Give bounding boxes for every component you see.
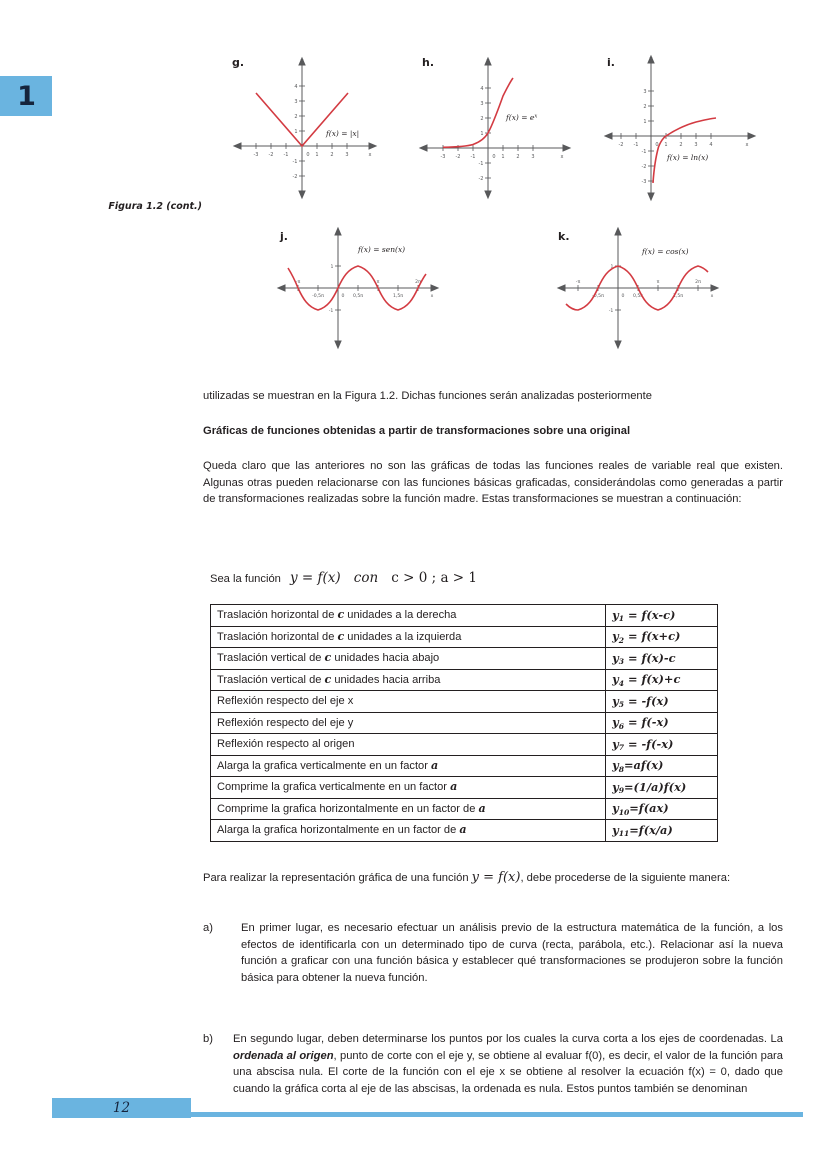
- svg-text:x: x: [368, 152, 372, 158]
- desc-text-2: unidades a la izquierda: [344, 630, 462, 643]
- graph-g-svg: [220, 48, 390, 203]
- para-math-expression: y = f(x): [471, 870, 521, 885]
- svg-text:-3: -3: [253, 152, 259, 158]
- footer-rule: [191, 1112, 803, 1117]
- formula-subscript: 11: [618, 829, 630, 839]
- table-cell-description: [211, 712, 606, 734]
- graph-i-svg: [595, 48, 780, 208]
- svg-text:-0,5π: -0,5π: [312, 294, 324, 299]
- formula-body: = f(x)-c: [623, 650, 676, 665]
- formula-y: y: [612, 715, 619, 730]
- paragraph-queda-claro: Queda claro que las anteriores no son las gráficas de todas las funciones reales de variable real que existen. Algunas otras pueden relacionarse con las funciones básicas graficadas, considerándolas como generadas a partir de transformaciones realizadas sobre la función madre. Estas transformaciones se muestran a continuación:: [203, 460, 783, 506]
- formula-subscript: 2: [618, 635, 624, 645]
- desc-text-1: Reflexión respecto del eje x: [217, 695, 354, 708]
- desc-variable: c: [324, 651, 332, 665]
- formula-y: y: [612, 650, 619, 665]
- formula-subscript: 6: [618, 721, 624, 731]
- desc-text-1: Traslación vertical de: [217, 673, 325, 686]
- transformations-table-body: [211, 605, 718, 842]
- formula-subscript: 4: [618, 678, 624, 688]
- desc-text-1: Alarga la grafica verticalmente en un factor: [217, 759, 431, 772]
- graph-j-letter: j.: [280, 230, 288, 243]
- svg-text:1: 1: [315, 152, 319, 158]
- svg-text:-3: -3: [641, 179, 647, 185]
- svg-text:4: 4: [480, 86, 484, 92]
- list-item: [203, 1031, 783, 1097]
- desc-text-2: unidades hacia abajo: [331, 652, 440, 665]
- desc-variable: c: [324, 672, 332, 686]
- formula-body: =af(x): [623, 758, 664, 773]
- svg-text:1,5π: 1,5π: [672, 294, 684, 299]
- desc-text-1: Traslación horizontal de: [217, 630, 338, 643]
- svg-text:-3: -3: [440, 154, 446, 160]
- desc-text-1: Comprime la grafica verticalmente en un factor: [217, 781, 451, 794]
- svg-text:y: y: [649, 56, 653, 62]
- svg-text:-1: -1: [328, 309, 334, 314]
- graph-j-svg: [270, 226, 460, 356]
- svg-text:-2: -2: [478, 176, 484, 182]
- formula-subscript: 7: [618, 743, 624, 753]
- table-cell-formula: [606, 798, 718, 820]
- graph-g-letter: g.: [232, 56, 245, 69]
- svg-text:-2: -2: [292, 174, 298, 180]
- formula-body: = f(x+c): [623, 629, 681, 644]
- svg-text:4: 4: [294, 84, 298, 90]
- formula-subscript: 3: [618, 657, 624, 667]
- table-row: [211, 777, 718, 799]
- svg-text:2π: 2π: [415, 280, 421, 285]
- desc-text-1: Traslación vertical de: [217, 652, 325, 665]
- svg-text:π: π: [656, 280, 660, 285]
- formula-y: y: [612, 672, 619, 687]
- graph-i-logarithm: [595, 48, 780, 203]
- table-cell-description: [211, 626, 606, 648]
- svg-text:2: 2: [480, 116, 484, 122]
- desc-variable: a: [459, 823, 467, 837]
- svg-text:x: x: [745, 142, 749, 148]
- graph-k-letter: k.: [558, 230, 570, 243]
- formula-body: = -f(-x): [623, 736, 674, 751]
- desc-variable: a: [478, 801, 486, 815]
- svg-text:1: 1: [480, 131, 484, 137]
- formula-y: y: [612, 607, 619, 622]
- table-row: [211, 712, 718, 734]
- page-number: 12: [112, 1100, 131, 1116]
- svg-text:1: 1: [330, 265, 334, 270]
- svg-text:3: 3: [480, 101, 484, 107]
- table-cell-formula: [606, 755, 718, 777]
- formula-y: y: [612, 629, 619, 644]
- svg-text:2π: 2π: [695, 280, 701, 285]
- svg-text:3: 3: [694, 142, 698, 148]
- table-row: [211, 691, 718, 713]
- table-cell-description: [211, 820, 606, 842]
- desc-text-1: Comprime la grafica horizontalmente en un factor de: [217, 802, 479, 815]
- svg-text:x: x: [710, 294, 714, 299]
- svg-text:3: 3: [643, 89, 647, 95]
- svg-text:-π: -π: [575, 280, 581, 285]
- list-item-a-text: En primer lugar, es necesario efectuar un análisis previo de la estructura matemática de la función, a los efectos de identificarla con un determinado tipo de curva (recta, parábola, etc.). Relacionar así la nueva función a graficar con una función básica y establecer qué transformaciones se produjeron sobre la función básica para obtener la nueva función.: [241, 922, 783, 984]
- table-cell-description: [211, 605, 606, 627]
- formula-body: =f(ax): [629, 801, 669, 816]
- desc-text-1: Traslación horizontal de: [217, 609, 338, 622]
- svg-text:2: 2: [516, 154, 520, 160]
- svg-text:3: 3: [294, 99, 298, 105]
- transformations-table: [210, 604, 718, 842]
- formula-body: =f(x/a): [629, 822, 673, 837]
- desc-variable: a: [430, 758, 439, 772]
- figure-1-2-graphs: [210, 48, 810, 378]
- figure-caption: Figura 1.2 (cont.): [108, 201, 202, 212]
- svg-text:y: y: [336, 230, 340, 235]
- formula-subscript: 5: [618, 700, 624, 710]
- formula-y: y: [612, 801, 619, 816]
- formula-subscript: 1: [618, 614, 624, 624]
- svg-text:1: 1: [664, 142, 668, 148]
- svg-text:2: 2: [330, 152, 334, 158]
- formula-body: = f(x-c): [623, 607, 676, 622]
- svg-text:π: π: [376, 280, 380, 285]
- graph-h-letter: h.: [422, 56, 435, 69]
- table-cell-description: [211, 691, 606, 713]
- list-item-b-emphasis: ordenada al origen: [233, 1049, 334, 1062]
- list-item-b-text: [233, 1031, 783, 1097]
- table-row: [211, 798, 718, 820]
- formula-subscript: 10: [618, 807, 630, 817]
- svg-text:y: y: [300, 58, 304, 64]
- svg-text:y: y: [486, 58, 490, 64]
- svg-text:-1: -1: [608, 309, 614, 314]
- graph-h-svg: [410, 48, 585, 203]
- formula-subscript: 8: [618, 764, 624, 774]
- svg-text:1: 1: [501, 154, 505, 160]
- svg-text:0: 0: [306, 152, 310, 158]
- list-item-b-text-1: En segundo lugar, deben determinarse los puntos por los cuales la curva corta a los ejes de coordenadas. La: [233, 1033, 783, 1045]
- graph-g-absolute-value: [220, 48, 390, 203]
- svg-text:-2: -2: [641, 164, 647, 170]
- desc-text-2: unidades a la derecha: [344, 609, 457, 622]
- svg-text:0: 0: [492, 154, 496, 160]
- table-cell-description: [211, 755, 606, 777]
- table-cell-formula: [606, 820, 718, 842]
- graph-k-cosine: [550, 226, 740, 351]
- svg-text:0: 0: [655, 142, 659, 148]
- list-marker-a: a): [203, 922, 213, 934]
- table-cell-description: [211, 648, 606, 670]
- table-cell-formula: [606, 669, 718, 691]
- sea-function-expression: y = f(x): [290, 570, 341, 586]
- paragraph-intro: utilizadas se muestran en la Figura 1.2. Dichas funciones serán analizadas posteriormente: [203, 390, 652, 402]
- desc-variable: a: [450, 780, 458, 794]
- graph-j-sine: [270, 226, 460, 351]
- svg-text:3: 3: [531, 154, 535, 160]
- formula-y: y: [612, 779, 619, 794]
- svg-text:4: 4: [709, 142, 713, 148]
- sea-la-funcion-line: [210, 570, 477, 586]
- svg-text:-π: -π: [295, 280, 301, 285]
- desc-text-1: Alarga la grafica horizontalmente en un factor de: [217, 824, 460, 837]
- svg-text:-1: -1: [633, 142, 639, 148]
- svg-text:1,5π: 1,5π: [392, 294, 404, 299]
- formula-body: = f(x)+c: [623, 672, 681, 687]
- list-item-b-text-2: , punto de corte con el eje y, se obtiene al evaluar f(0), es decir, el valor de la función para una abscisa nula. El corte de la función con el eje x se obtiene al resolver la ecuación f(x) = 0, dado que cuando la gráfica corta al eje de las abscisas, la ordenada es nula. Estos puntos también se denominan: [233, 1049, 783, 1095]
- svg-text:y: y: [616, 230, 620, 235]
- table-row: [211, 755, 718, 777]
- graph-i-equation: f(x) = ln(x): [667, 153, 709, 162]
- table-row: [211, 734, 718, 756]
- svg-text:0,5π: 0,5π: [632, 294, 644, 299]
- section-heading: Gráficas de funciones obtenidas a partir de transformaciones sobre una original: [203, 425, 631, 437]
- table-cell-formula: [606, 734, 718, 756]
- table-cell-description: [211, 669, 606, 691]
- svg-text:0: 0: [621, 294, 625, 299]
- formula-body: = f(-x): [623, 715, 669, 730]
- svg-text:-1: -1: [283, 152, 289, 158]
- svg-text:2: 2: [294, 114, 298, 120]
- graph-k-svg: [550, 226, 740, 356]
- svg-text:x: x: [430, 294, 434, 299]
- svg-text:2: 2: [679, 142, 683, 148]
- table-cell-description: [211, 777, 606, 799]
- svg-text:-0,5π: -0,5π: [592, 294, 604, 299]
- formula-y: y: [612, 693, 619, 708]
- graph-i-letter: i.: [607, 56, 615, 69]
- svg-text:1: 1: [294, 129, 298, 135]
- svg-text:-1: -1: [641, 149, 647, 155]
- formula-y: y: [612, 736, 619, 751]
- table-cell-formula: [606, 605, 718, 627]
- sea-con-word: con: [353, 570, 379, 586]
- svg-text:1: 1: [643, 119, 647, 125]
- table-cell-formula: [606, 777, 718, 799]
- table-row: [211, 820, 718, 842]
- svg-text:-2: -2: [455, 154, 461, 160]
- para-pre-text: Para realizar la representación gráfica de una función: [203, 872, 472, 884]
- table-row: [211, 648, 718, 670]
- list-item: [203, 920, 783, 986]
- table-row: [211, 605, 718, 627]
- svg-text:3: 3: [345, 152, 349, 158]
- svg-text:2: 2: [643, 104, 647, 110]
- table-cell-description: [211, 734, 606, 756]
- table-cell-description: [211, 798, 606, 820]
- formula-y: y: [612, 758, 619, 773]
- svg-text:1: 1: [610, 265, 614, 270]
- graph-g-equation: f(x) = |x|: [326, 129, 360, 138]
- svg-text:-2: -2: [618, 142, 624, 148]
- table-cell-formula: [606, 626, 718, 648]
- desc-text-1: Reflexión respecto al origen: [217, 738, 355, 751]
- formula-body: =(1/a)f(x): [623, 779, 687, 794]
- formula-body: = -f(x): [623, 693, 669, 708]
- svg-text:0: 0: [341, 294, 345, 299]
- graph-h-equation: $f(x) = e^x$: [506, 113, 538, 122]
- svg-text:-2: -2: [268, 152, 274, 158]
- chapter-number-tab: [0, 76, 52, 116]
- svg-text:-1: -1: [478, 161, 484, 167]
- chapter-number: 1: [17, 80, 35, 112]
- desc-variable: c: [337, 629, 345, 643]
- svg-text:x: x: [560, 154, 564, 160]
- sea-conditions: c > 0 ; a > 1: [391, 570, 478, 586]
- table-row: [211, 669, 718, 691]
- table-cell-formula: [606, 712, 718, 734]
- paragraph-para-realizar: [203, 870, 781, 887]
- sea-prefix: Sea la función: [210, 573, 281, 585]
- formula-y: y: [612, 822, 619, 837]
- svg-text:-1: -1: [292, 159, 298, 165]
- graph-k-equation: f(x) = cos(x): [642, 247, 689, 256]
- desc-text-1: Reflexión respecto del eje y: [217, 716, 354, 729]
- svg-text:0,5π: 0,5π: [352, 294, 364, 299]
- formula-subscript: 9: [618, 786, 624, 796]
- svg-text:-1: -1: [470, 154, 476, 160]
- table-cell-formula: [606, 691, 718, 713]
- table-cell-formula: [606, 648, 718, 670]
- para-post-text: , debe procederse de la siguiente manera:: [520, 872, 731, 884]
- desc-text-2: unidades hacia arriba: [331, 673, 441, 686]
- table-row: [211, 626, 718, 648]
- list-marker-b: b): [203, 1033, 213, 1045]
- desc-variable: c: [337, 608, 345, 622]
- graph-j-equation: f(x) = sen(x): [358, 245, 406, 254]
- graph-h-exponential: [410, 48, 580, 203]
